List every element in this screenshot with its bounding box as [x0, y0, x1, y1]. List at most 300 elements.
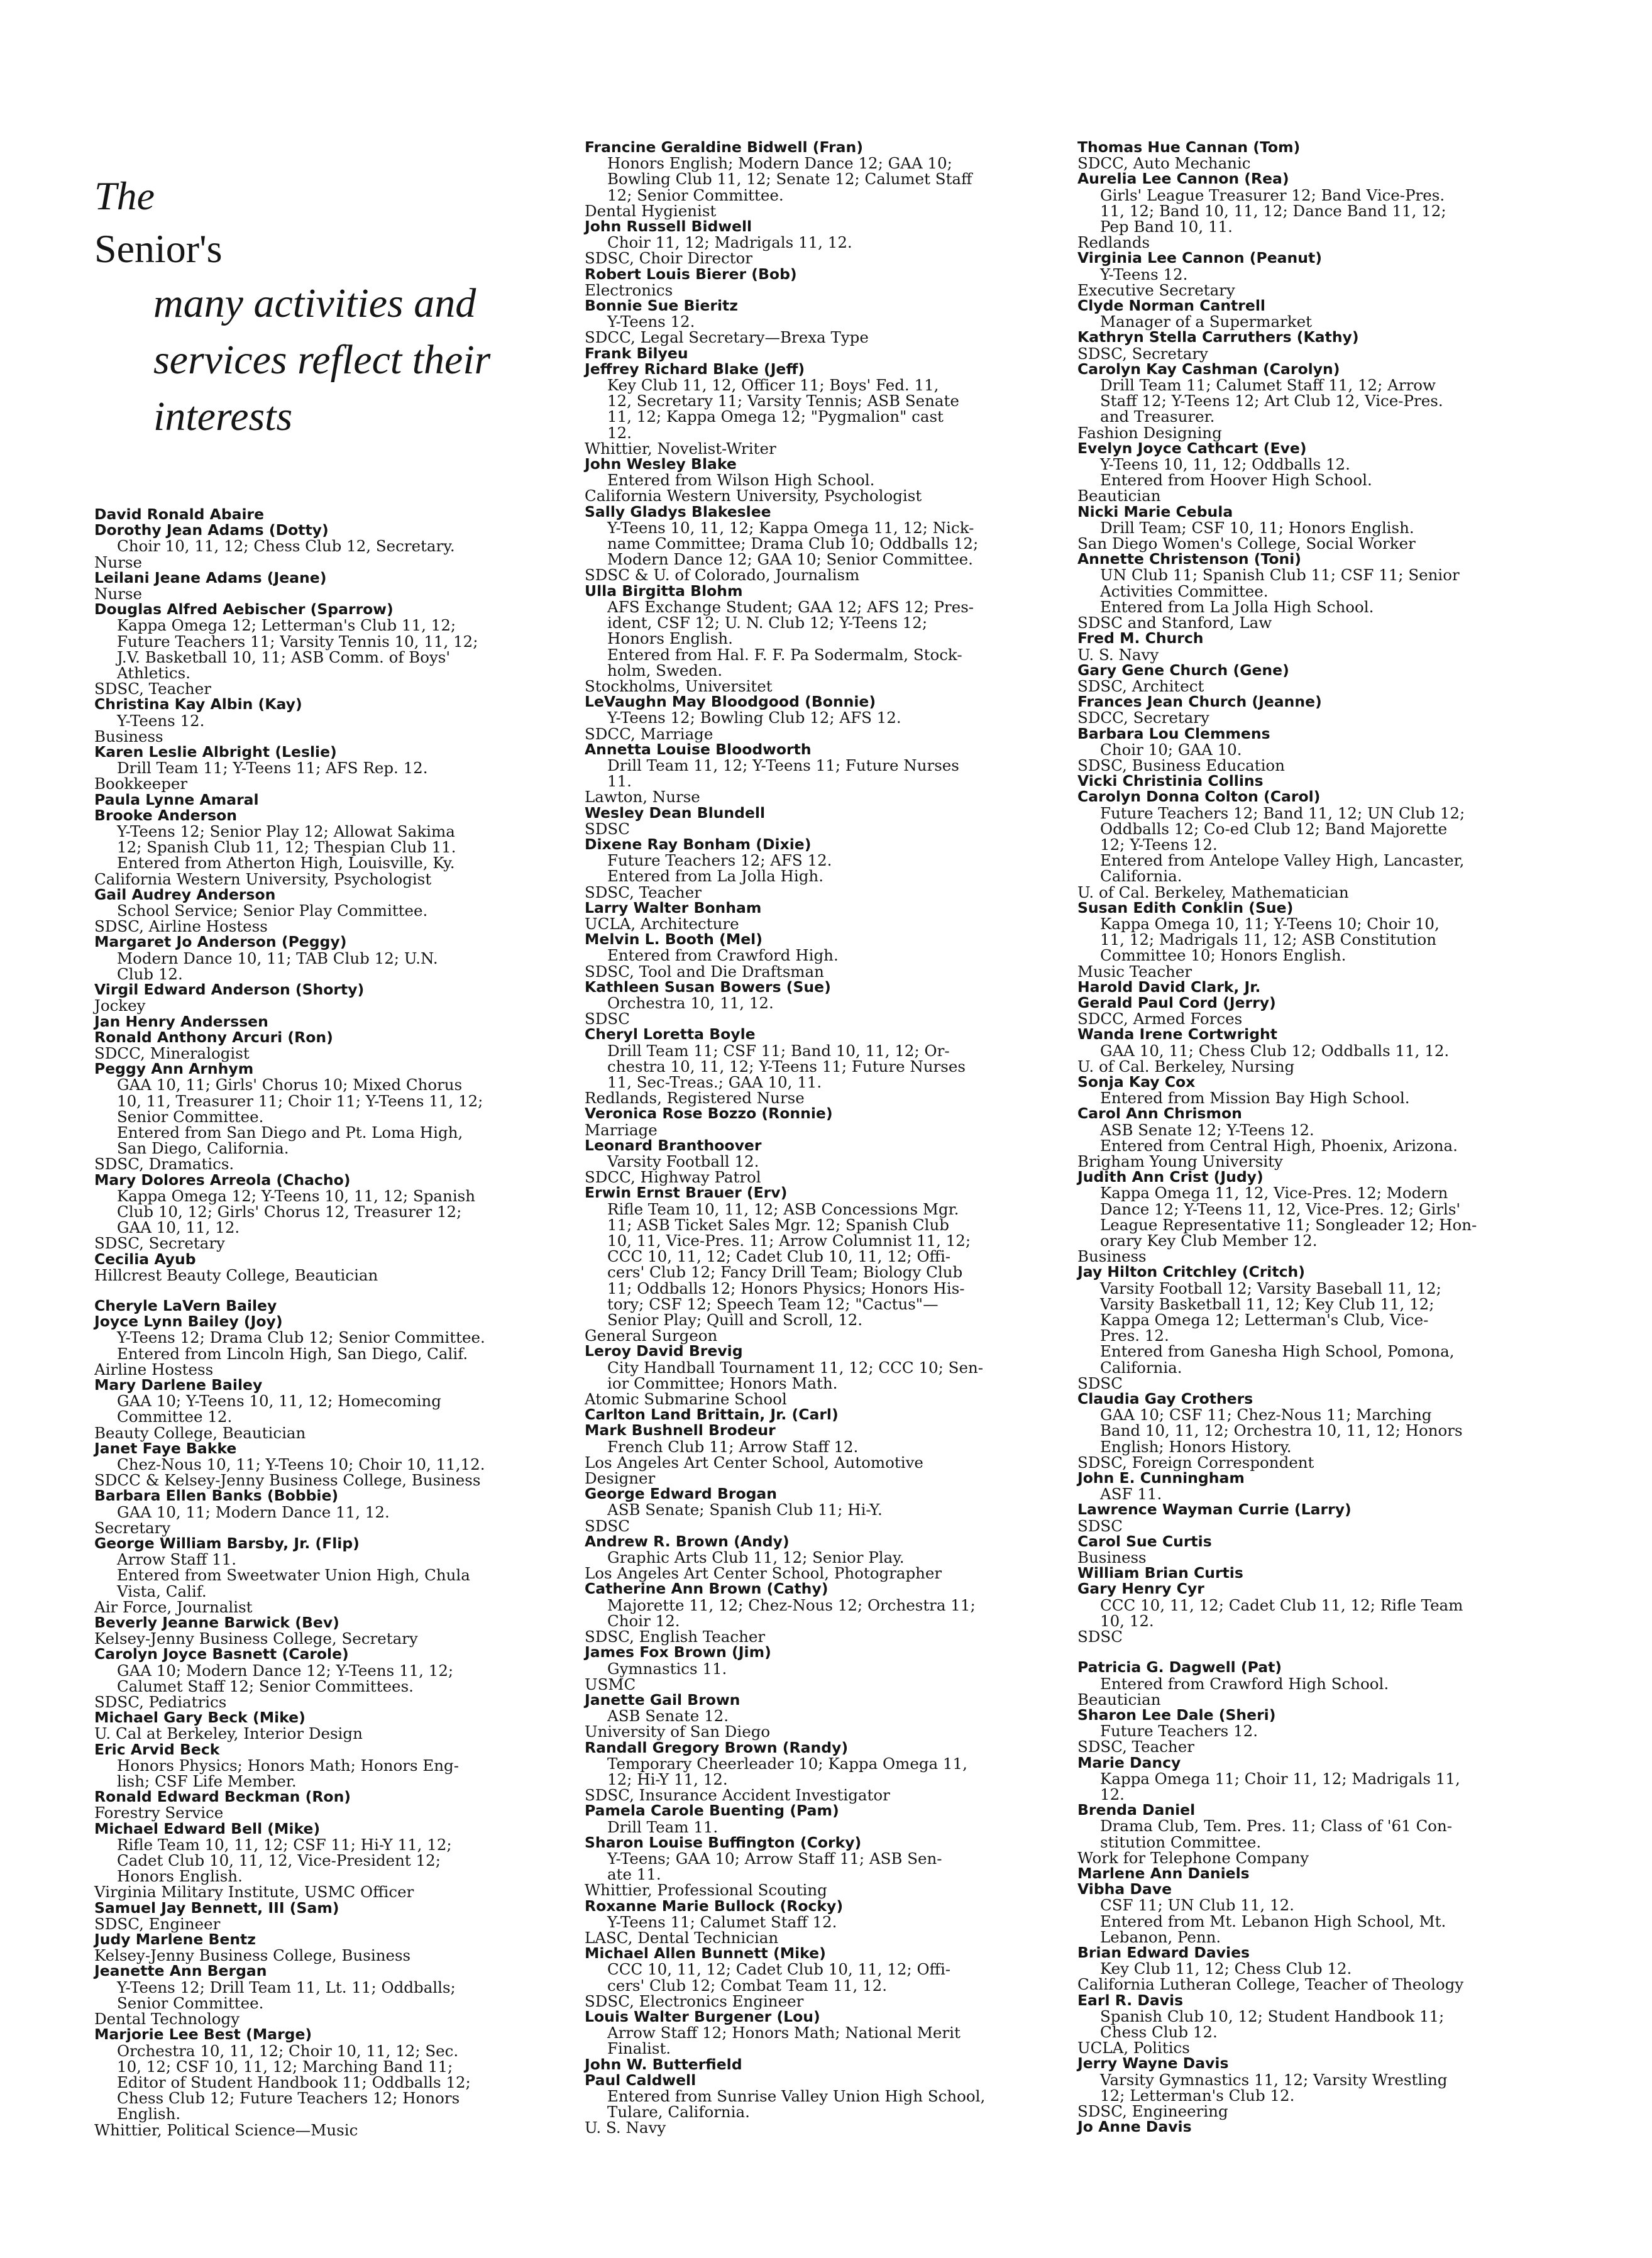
senior-entry	[1077, 631, 1528, 662]
activity-line: 10, 11, Vice-Pres. 11; Arrow Columnist 11, 12;	[607, 1231, 971, 1250]
activity-line: Y-Teens 12.	[1100, 265, 1188, 284]
activity-line: School Service; Senior Play Committee.	[117, 901, 428, 920]
senior-name: Carolyn Joyce Basnett (Carole)	[94, 1645, 349, 1663]
activity-line: Dance 12; Y-Teens 11, 12, Vice-Pres. 12; Girls'	[1100, 1199, 1461, 1218]
senior-name: Eric Arvid Beck	[94, 1740, 220, 1758]
senior-entry	[1077, 1993, 1528, 2056]
plans-line: Whittier, Novelist-Writer	[585, 439, 776, 458]
activity-line: Choir 11, 12; Madrigals 11, 12.	[607, 233, 852, 252]
senior-name: LeVaughn May Bloodgood (Bonnie)	[585, 693, 876, 711]
activity-line: Activities Committee.	[1100, 581, 1269, 600]
activity-line: CCC 10, 11, 12; Cadet Club 10, 11, 12; Offi-	[607, 1247, 951, 1266]
activity-line: Majorette 11, 12; Chez-Nous 12; Orchestra 11;	[607, 1595, 976, 1614]
senior-entry	[1077, 1581, 1528, 1644]
activity-line: Vista, Calif.	[117, 1582, 207, 1600]
senior-entry	[585, 2057, 1037, 2073]
senior-entry	[94, 1252, 541, 1283]
plans-line: SDSC, Secretary	[94, 1234, 225, 1253]
senior-entry	[94, 1821, 541, 1900]
senior-entry	[1077, 140, 1528, 171]
plans-line: University of San Diego	[585, 1722, 771, 1741]
plans-line: Music Teacher	[1077, 962, 1192, 981]
senior-name: Randall Gregory Brown (Randy)	[585, 1738, 849, 1756]
activity-line: Orchestra 10, 11, 12; Choir 10, 11, 12; Sec.	[117, 2041, 459, 2060]
activity-line: ASF 11.	[1100, 1485, 1162, 1504]
plans-line: Marriage	[585, 1120, 658, 1139]
senior-entry	[94, 507, 541, 522]
activity-line: Y-Teens; GAA 10; Arrow Staff 11; ASB Sen-	[607, 1849, 942, 1868]
senior-entry	[585, 1027, 1037, 1106]
senior-name: Louis Walter Burgener (Lou)	[585, 2007, 820, 2025]
activity-line: Orchestra 10, 11, 12.	[607, 993, 774, 1012]
senior-name: Vicki Christinia Collins	[1077, 772, 1264, 790]
senior-entry	[94, 1030, 541, 1061]
plans-line: Work for Telephone Company	[1077, 1848, 1309, 1867]
activity-line: 12; Y-Teens 12.	[1100, 835, 1218, 854]
activity-line: GAA 10; Modern Dance 12; Y-Teens 11, 12;	[117, 1661, 454, 1680]
activity-line: Future Teachers 12.	[1100, 1722, 1258, 1741]
senior-entry	[94, 1441, 541, 1489]
activity-line: 12; Letterman's Club 12.	[1100, 2086, 1295, 2105]
senior-name: Gary Henry Cyr	[1077, 1580, 1204, 1598]
activity-line: holm, Sweden.	[607, 661, 723, 680]
plans-line: Air Force, Journalist	[94, 1597, 253, 1616]
activity-line: Entered from Ganesha High School, Pomona,	[1100, 1342, 1455, 1361]
senior-name: John E. Cunningham	[1077, 1469, 1245, 1487]
senior-entry	[585, 583, 1037, 694]
senior-entry	[1077, 773, 1528, 789]
activity-line: 11, 12; Kappa Omega 12; "Pygmalion" cast	[607, 407, 944, 426]
activity-line: Key Club 11, 12; Chess Club 12.	[1100, 1959, 1352, 1978]
activity-line: Finalist.	[607, 2039, 671, 2058]
senior-entry	[585, 694, 1037, 742]
plans-line: LASC, Dental Technician	[585, 1928, 779, 1947]
plans-line: SDCC, Auto Mechanic	[1077, 154, 1251, 173]
activity-line: Pres. 12.	[1100, 1326, 1169, 1345]
senior-name: Mary Darlene Bailey	[94, 1375, 263, 1394]
heading-line-seniors: Senior's	[94, 226, 223, 271]
plans-line: UCLA, Politics	[1077, 2039, 1190, 2057]
senior-entry	[585, 1138, 1037, 1186]
senior-name: Cecilia Ayub	[94, 1250, 196, 1268]
senior-name: Margaret Jo Anderson (Peggy)	[94, 933, 347, 951]
activity-line: Varsity Football 12; Varsity Baseball 11, 12;	[1100, 1279, 1441, 1297]
activity-line: Committee 10; Honors English.	[1100, 946, 1346, 965]
activity-line: GAA 10, 11, 12.	[117, 1218, 240, 1237]
plans-line: Bookkeeper	[94, 774, 188, 793]
activity-line: California.	[1100, 1358, 1182, 1377]
senior-name: Kathleen Susan Bowers (Sue)	[585, 978, 831, 996]
plans-line: SDCC & Kelsey-Jenny Business College, Business	[94, 1471, 481, 1490]
senior-name: Wanda Irene Cortwright	[1077, 1025, 1278, 1044]
activity-line: 10, 12; CSF 10, 11, 12; Marching Band 11;	[117, 2057, 453, 2076]
activity-line: Honors English; Modern Dance 12; GAA 10;	[607, 154, 952, 173]
plans-line: SDCC, Secretary	[1077, 708, 1209, 727]
activity-line: Cadet Club 10, 11, 12, Vice-President 12;	[117, 1851, 441, 1870]
activity-line: Entered from Central High, Phoenix, Arizona.	[1100, 1136, 1458, 1155]
senior-entry	[94, 1963, 541, 2027]
plans-line: Dental Hygienist	[585, 201, 717, 220]
senior-name: Carolyn Kay Cashman (Carolyn)	[1077, 360, 1340, 378]
activity-line: English.	[117, 2105, 181, 2123]
plans-line: San Diego Women's College, Social Worker	[1077, 534, 1416, 553]
senior-name: Joyce Lynn Bailey (Joy)	[94, 1313, 283, 1331]
plans-line: Business	[1077, 1247, 1147, 1266]
plans-line: Kelsey-Jenny Business College, Secretary	[94, 1629, 418, 1648]
activity-line: 11, 12; Madrigals 11, 12; ASB Constitution	[1100, 930, 1436, 949]
activity-line: Key Club 11, 12, Officer 11; Boys' Fed. 11,	[607, 376, 939, 395]
senior-name: Michael Gary Beck (Mike)	[94, 1709, 306, 1727]
senior-name: Brooke Anderson	[94, 806, 238, 824]
plans-line: U. of Cal. Berkeley, Mathematician	[1077, 883, 1349, 901]
senior-entry	[94, 887, 541, 935]
senior-name: Jan Henry Anderssen	[94, 1012, 268, 1030]
senior-name: Evelyn Joyce Cathcart (Eve)	[1077, 439, 1307, 457]
plans-line: Nurse	[94, 553, 143, 571]
senior-list-column-2	[585, 140, 1037, 2136]
senior-name: Sharon Louise Buffington (Corky)	[585, 1833, 862, 1851]
senior-entry	[1077, 1660, 1528, 1707]
senior-entry	[585, 1835, 1037, 1898]
senior-entry	[585, 1486, 1037, 1534]
plans-line: SDSC, Teacher	[585, 883, 702, 901]
plans-line: SDSC	[585, 1516, 630, 1535]
senior-entry	[94, 1488, 541, 1536]
senior-name: Leroy David Brevig	[585, 1342, 743, 1360]
activity-line: Chess Club 12.	[1100, 2022, 1218, 2041]
activity-line: City Handball Tournament 11, 12; CCC 10; Sen-	[607, 1358, 984, 1377]
senior-entry	[1077, 1106, 1528, 1169]
senior-entry	[1077, 1866, 1528, 1881]
activity-line: Bowling Club 11, 12; Senate 12; Calumet Staff	[607, 170, 972, 189]
senior-entry	[585, 361, 1037, 456]
activity-line: Temporary Cheerleader 10; Kappa Omega 11,	[607, 1754, 967, 1773]
activity-line: 12, Secretary 11; Varsity Tennis; ASB Senate	[607, 392, 959, 410]
activity-line: chestra 10, 11, 12; Y-Teens 11; Future Nurses	[607, 1057, 966, 1076]
senior-entry	[94, 982, 541, 1013]
senior-name: Bonnie Sue Bieritz	[585, 297, 738, 315]
senior-name: Beverly Jeanne Barwick (Bev)	[94, 1614, 339, 1632]
activity-line: Entered from Wilson High School.	[607, 471, 875, 490]
plans-line: California Western University, Psychologist	[585, 487, 922, 505]
plans-line: Beautician	[1077, 1690, 1161, 1709]
senior-entry	[1077, 1264, 1528, 1391]
activity-line: Kappa Omega 12; Y-Teens 10, 11, 12; Spanish	[117, 1186, 476, 1205]
senior-entry	[94, 1615, 541, 1646]
activity-line: English; Honors History.	[1100, 1437, 1292, 1456]
senior-name: John Russell Bidwell	[585, 218, 752, 236]
plans-line: SDCC, Armed Forces	[1077, 1010, 1243, 1028]
plans-line: Jockey	[94, 996, 146, 1015]
senior-name: Jo Anne Davis	[1077, 2118, 1192, 2136]
senior-entry	[1077, 1391, 1528, 1470]
plans-line: SDSC, Electronics Engineer	[585, 1991, 804, 2010]
senior-name: Virginia Lee Cannon (Peanut)	[1077, 249, 1322, 267]
senior-name: George Edward Brogan	[585, 1485, 777, 1503]
activity-line: Honors English.	[117, 1867, 243, 1886]
activity-line: Staff 12; Y-Teens 12; Art Club 12, Vice-Pres.	[1100, 392, 1443, 410]
senior-name: Carolyn Donna Colton (Carol)	[1077, 788, 1321, 806]
senior-entry	[585, 1423, 1037, 1486]
senior-entry	[585, 979, 1037, 1027]
activity-line: Modern Dance 12; GAA 10; Senior Committee.	[607, 550, 973, 569]
activity-line: Varsity Basketball 11, 12; Key Club 11, 12;	[1100, 1294, 1434, 1313]
plans-line: Secretary	[94, 1518, 171, 1537]
activity-line: Y-Teens 12.	[607, 312, 695, 331]
senior-name: Patricia G. Dagwell (Pat)	[1077, 1658, 1282, 1677]
senior-entry	[1077, 663, 1528, 694]
senior-entry	[585, 1343, 1037, 1407]
activity-line: Girls' League Treasurer 12; Band Vice-Pres.	[1100, 185, 1445, 204]
activity-line: ASB Senate 12; Y-Teens 12.	[1100, 1120, 1314, 1139]
senior-list-column-3	[1077, 140, 1528, 2135]
plans-line: SDSC, Secretary	[1077, 344, 1208, 363]
plans-line: Nurse	[94, 585, 143, 603]
senior-entry	[585, 298, 1037, 346]
senior-name: Robert Louis Bierer (Bob)	[585, 265, 797, 283]
senior-name: Jeanette Ann Bergan	[94, 1962, 267, 1980]
heading-line-activities: many activities and	[153, 280, 476, 326]
activity-line: Drill Team 11; Calumet Staff 11, 12; Arrow	[1100, 376, 1436, 395]
senior-name: Gary Gene Church (Gene)	[1077, 661, 1289, 679]
activity-line: 12; Senior Committee.	[607, 185, 784, 204]
plans-line: SDSC	[585, 1010, 630, 1028]
plans-line: SDSC, Pediatrics	[94, 1693, 227, 1712]
plans-line: Kelsey-Jenny Business College, Business	[94, 1946, 411, 1965]
senior-name: Marlene Ann Daniels	[1077, 1864, 1250, 1882]
senior-name: Wesley Dean Blundell	[585, 803, 766, 822]
senior-entry	[94, 1298, 541, 1314]
senior-entry	[585, 267, 1037, 298]
plans-line: SDSC	[1077, 1374, 1123, 1392]
senior-entry	[585, 2009, 1037, 2057]
senior-entry	[1077, 1802, 1528, 1866]
senior-name: Paul Caldwell	[585, 2071, 697, 2089]
senior-name: Carol Sue Curtis	[1077, 1532, 1212, 1550]
activity-line: 11.	[607, 772, 632, 791]
activity-line: Arrow Staff 11.	[117, 1550, 237, 1569]
activity-line: Y-Teens 12; Drill Team 11, Lt. 11; Oddballs;	[117, 1978, 456, 1996]
activity-line: Choir 10; GAA 10.	[1100, 740, 1242, 759]
senior-name: Marjorie Lee Best (Marge)	[94, 2025, 312, 2044]
activity-line: Rifle Team 10, 11, 12; ASB Concessions Mgr.	[607, 1199, 959, 1218]
senior-name: Annette Christenson (Toni)	[1077, 550, 1302, 568]
plans-line: U. S. Navy	[585, 2118, 666, 2137]
senior-name: Judith Ann Crist (Judy)	[1077, 1168, 1264, 1186]
activity-line: Entered from Atherton High, Louisville, Ky.	[117, 854, 455, 873]
plans-line: Whittier, Political Science—Music	[94, 2120, 358, 2139]
senior-entry	[585, 837, 1037, 900]
senior-name: Erwin Ernst Brauer (Erv)	[585, 1184, 788, 1202]
plans-line: SDSC, Architect	[1077, 676, 1204, 695]
plans-line: U. of Cal. Berkeley, Nursing	[1077, 1057, 1295, 1076]
plans-line: Business	[1077, 1548, 1147, 1567]
activity-line: Future Teachers 12; Band 11, 12; UN Club 12;	[1100, 803, 1465, 822]
activity-line: GAA 10, 11; Modern Dance 11, 12.	[117, 1502, 390, 1521]
senior-entry	[94, 1014, 541, 1030]
activity-line: orary Key Club Member 12.	[1100, 1231, 1318, 1250]
activity-line: Entered from Crawford High School.	[1100, 1674, 1389, 1693]
senior-name: Francine Geraldine Bidwell (Fran)	[585, 138, 863, 156]
senior-entry	[585, 346, 1037, 361]
plans-line: Beauty College, Beautician	[94, 1423, 306, 1442]
senior-name: Peggy Ann Arnhym	[94, 1060, 254, 1078]
plans-line: California Lutheran College, Teacher of Theology	[1077, 1975, 1464, 1994]
senior-entry	[94, 792, 541, 808]
senior-entry	[1077, 1945, 1528, 1993]
senior-name: Virgil Edward Anderson (Shorty)	[94, 981, 365, 999]
section-heading	[94, 170, 547, 445]
senior-entry	[1077, 551, 1528, 631]
activity-line: Choir 10, 11, 12; Chess Club 12, Secretary.	[117, 537, 455, 556]
activity-line: Kappa Omega 10, 11; Y-Teens 10; Choir 10,	[1100, 914, 1440, 933]
activity-line: Entered from San Diego and Pt. Loma High,	[117, 1123, 463, 1142]
senior-name: Mark Bushnell Brodeur	[585, 1421, 776, 1440]
plans-line: SDSC, Dramatics.	[94, 1155, 234, 1174]
activity-line: San Diego, California.	[117, 1139, 289, 1158]
senior-entry	[1077, 1565, 1528, 1581]
activity-line: 10, 12.	[1100, 1611, 1154, 1630]
plans-line: SDCC, Highway Patrol	[585, 1168, 761, 1187]
section-gap	[1077, 1644, 1528, 1660]
activity-line: 12.	[1100, 1785, 1125, 1804]
activity-line: Entered from Mission Bay High School.	[1100, 1089, 1410, 1108]
senior-name: Lawrence Wayman Currie (Larry)	[1077, 1501, 1352, 1519]
senior-name: Michael Edward Bell (Mike)	[94, 1819, 321, 1837]
activity-line: CCC 10, 11, 12; Cadet Club 11, 12; Rifle Team	[1100, 1595, 1463, 1614]
senior-name: Thomas Hue Cannan (Tom)	[1077, 138, 1301, 156]
plans-line: Beautician	[1077, 487, 1161, 505]
senior-name: Gail Audrey Anderson	[94, 885, 276, 903]
senior-name: Samuel Jay Bennett, III (Sam)	[94, 1898, 339, 1917]
senior-entry	[585, 219, 1037, 267]
plans-line: SDCC, Mineralogist	[94, 1044, 250, 1062]
senior-entry	[1077, 1169, 1528, 1264]
plans-line: SDSC & U. of Colorado, Journalism	[585, 566, 860, 585]
activity-line: 12.	[607, 423, 632, 442]
senior-entry	[1077, 504, 1528, 552]
senior-name: Christina Kay Albin (Kay)	[94, 695, 302, 713]
senior-name: Sonja Kay Cox	[1077, 1072, 1196, 1091]
activity-line: tory; CSF 12; Speech Team 12; "Cactus"—	[607, 1294, 939, 1313]
senior-name: Melvin L. Booth (Mel)	[585, 930, 763, 949]
plans-line: Fashion Designing	[1077, 423, 1222, 442]
senior-entry	[585, 2073, 1037, 2136]
plans-line: SDSC, English Teacher	[585, 1627, 766, 1646]
senior-name: Sharon Lee Dale (Sheri)	[1077, 1705, 1276, 1724]
activity-line: Entered from La Jolla High.	[607, 867, 823, 886]
senior-name: Ronald Anthony Arcuri (Ron)	[94, 1028, 333, 1046]
activity-line: Oddballs 12; Co-ed Club 12; Band Majorette	[1100, 819, 1448, 838]
activity-line: Future Teachers 12; AFS 12.	[607, 851, 832, 870]
plans-line: SDSC, Engineering	[1077, 2101, 1228, 2120]
senior-entry	[585, 140, 1037, 219]
activity-line: 11; ASB Ticket Sales Mgr. 12; Spanish Club	[607, 1215, 949, 1234]
senior-entry	[585, 1581, 1037, 1644]
senior-entry	[1077, 298, 1528, 329]
senior-entry	[1077, 900, 1528, 979]
senior-entry	[94, 1789, 541, 1820]
activity-line: Y-Teens 12; Bowling Club 12; AFS 12.	[607, 708, 901, 727]
senior-name: Annetta Louise Bloodworth	[585, 740, 812, 758]
plans-line: Executive Secretary	[1077, 280, 1235, 299]
senior-entry	[585, 932, 1037, 979]
activity-line: Calumet Staff 12; Senior Committees.	[117, 1677, 414, 1695]
activity-line: Drama Club, Tem. Pres. 11; Class of '61 Con-	[1100, 1817, 1452, 1836]
activity-line: 12; Spanish Club 11, 12; Thespian Club 11.	[117, 838, 456, 857]
plans-line: SDSC, Engineer	[94, 1914, 221, 1933]
plans-line: Los Angeles Art Center School, Photographer	[585, 1564, 942, 1583]
activity-line: 11, 12; Band 10, 11, 12; Dance Band 11, 12;	[1100, 201, 1446, 220]
heading-line-the: The	[94, 173, 155, 218]
plans-line: Brigham Young University	[1077, 1152, 1283, 1170]
senior-entry	[94, 1377, 541, 1441]
activity-line: Kappa Omega 12; Letterman's Club, Vice-	[1100, 1311, 1429, 1330]
senior-entry	[94, 1536, 541, 1615]
senior-name: Frances Jean Church (Jeanne)	[1077, 693, 1322, 711]
activity-line: AFS Exchange Student; GAA 12; AFS 12; Pres-	[607, 597, 974, 616]
senior-entry	[1077, 361, 1528, 441]
senior-entry	[1077, 1470, 1528, 1502]
activity-line: Y-Teens 10, 11, 12; Kappa Omega 11, 12; Nick-	[607, 518, 974, 537]
activity-line: Entered from Hal. F. F. Pa Sodermalm, Stock-	[607, 645, 962, 664]
plans-line: SDSC, Business Education	[1077, 756, 1285, 774]
activity-line: Entered from Sunrise Valley Union High School,	[607, 2086, 986, 2105]
senior-name: Michael Allen Bunnett (Mike)	[585, 1944, 826, 1963]
senior-entry	[94, 1172, 541, 1252]
activity-line: Kappa Omega 11; Choir 11, 12; Madrigals 11,	[1100, 1769, 1460, 1788]
activity-line: Committee 12.	[117, 1407, 233, 1426]
plans-line: SDSC, Insurance Accident Investigator	[585, 1786, 890, 1805]
plans-line: SDCC, Legal Secretary—Brexa Type	[585, 328, 869, 347]
senior-entry	[585, 1534, 1037, 1582]
activity-line: J.V. Basketball 10, 11; ASB Comm. of Boys'	[117, 647, 451, 666]
senior-entry	[1077, 2119, 1528, 2135]
senior-name: Douglas Alfred Aebischer (Sparrow)	[94, 600, 394, 619]
activity-line: Chez-Nous 10, 11; Y-Teens 10; Choir 10, 11,12.	[117, 1455, 485, 1473]
activity-line: French Club 11; Arrow Staff 12.	[607, 1437, 859, 1456]
plans-line: SDSC and Stanford, Law	[1077, 614, 1272, 632]
senior-entry	[585, 742, 1037, 805]
activity-line: Entered from Sweetwater Union High, Chula	[117, 1566, 470, 1585]
senior-entry	[94, 1314, 541, 1377]
senior-entry	[585, 900, 1037, 932]
senior-entry	[1077, 250, 1528, 298]
activity-line: Drill Team; CSF 10, 11; Honors English.	[1100, 518, 1414, 537]
senior-name: Marie Dancy	[1077, 1753, 1181, 1771]
plans-line: UCLA, Architecture	[585, 914, 739, 933]
senior-entry	[94, 1900, 541, 1932]
senior-entry	[1077, 1707, 1528, 1755]
activity-line: Drill Team 11.	[607, 1817, 719, 1836]
senior-name: Barbara Ellen Banks (Bobbie)	[94, 1487, 339, 1505]
plans-line: Dental Technology	[94, 2010, 240, 2029]
senior-name: Cheryle LaVern Bailey	[94, 1296, 277, 1314]
plans-line: SDSC	[1077, 1627, 1123, 1646]
senior-name: Veronica Rose Bozzo (Ronnie)	[585, 1104, 833, 1123]
activity-line: GAA 10; CSF 11; Chez-Nous 11; Marching	[1100, 1406, 1432, 1424]
senior-name: Catherine Ann Brown (Cathy)	[585, 1580, 829, 1598]
senior-entry	[1077, 1074, 1528, 1106]
plans-line: Electronics	[585, 280, 673, 299]
activity-line: Drill Team 11; CSF 11; Band 10, 11, 12; Or-	[607, 1041, 950, 1060]
activity-line: 11, Sec-Treas.; GAA 10, 11.	[607, 1072, 822, 1091]
senior-entry	[1077, 694, 1528, 725]
activity-line: Modern Dance 10, 11; TAB Club 12; U.N.	[117, 949, 438, 967]
senior-name: Dorothy Jean Adams (Dotty)	[94, 521, 329, 539]
plans-line: Stockholms, Universitet	[585, 676, 773, 695]
activity-line: CCC 10, 11, 12; Cadet Club 10, 11, 12; Offi-	[607, 1960, 951, 1979]
